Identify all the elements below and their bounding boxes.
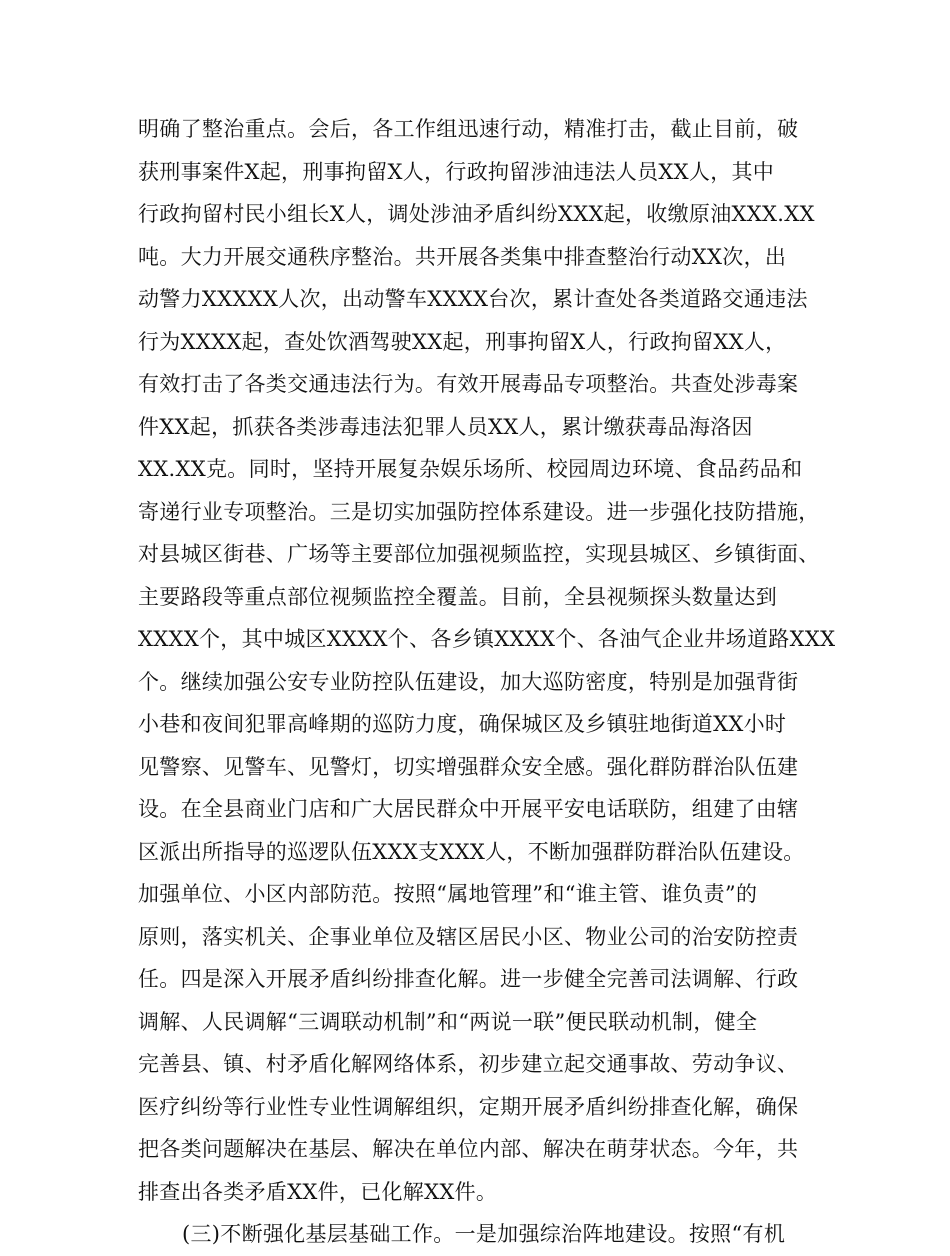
text-line: XXXX个，其中城区XXXX个、各乡镇XXXX个、各油气企业井场道路XXX bbox=[138, 627, 836, 651]
text-line: 吨。大力开展交通秩序整治。共开展各类集中排查整治行动XX次，出 bbox=[138, 244, 787, 269]
text-line: 区派出所指导的巡逻队伍XXX支XXX人，不断加强群防群治队伍建设。 bbox=[138, 839, 805, 864]
text-line: 行政拘留村民小组长X人，调处涉油矛盾纠纷XXX起，收缴原油XXX.XX bbox=[138, 202, 815, 226]
text-line: 小巷和夜间犯罪高峰期的巡防力度，确保城区及乡镇驻地街道XX小时 bbox=[138, 712, 787, 736]
text-line: 完善县、镇、村矛盾化解网络体系，初步建立起交通事故、劳动争议、 bbox=[138, 1052, 799, 1076]
text-line: 行为XXXX起，查处饮酒驾驶XX起，刑事拘留X人，行政拘留XX人， bbox=[138, 329, 787, 354]
text-line: 设。在全县商业门店和广大居民群众中开展平安电话联防，组建了由辖 bbox=[138, 797, 799, 821]
text-line: 有效打击了各类交通违法行为。有效开展毒品专项整治。共查处涉毒案 bbox=[138, 372, 799, 396]
text-line: 医疗纠纷等行业性专业性调解组织，定期开展矛盾纠纷排查化解，确保 bbox=[138, 1094, 799, 1119]
text-line: 把各类问题解决在基层、解决在单位内部、解决在萌芽状态。今年，共 bbox=[138, 1137, 799, 1161]
text-line: 任。四是深入开展矛盾纠纷排查化解。进一步健全完善司法调解、行政 bbox=[138, 967, 799, 991]
text-line: 明确了整治重点。会后，各工作组迅速行动，精准打击，截止目前，破 bbox=[138, 117, 799, 141]
text-line: 见警察、见警车、见警灯，切实增强群众安全感。强化群防群治队伍建 bbox=[138, 754, 799, 779]
text-line: 对县城区街巷、广场等主要部位加强视频监控，实现县城区、乡镇街面、 bbox=[138, 542, 820, 566]
text-line: 获刑事案件X起，刑事拘留X人，行政拘留涉油违法人员XX人，其中 bbox=[138, 159, 775, 184]
text-line: 调解、人民调解“三调联动机制”和“两说一联”便民联动机制，健全 bbox=[138, 1009, 758, 1034]
text-line: 原则，落实机关、企事业单位及辖区居民小区、物业公司的治安防控责 bbox=[138, 924, 799, 949]
text-line: 件XX起，抓获各类涉毒违法犯罪人员XX人，累计缴获毒品海洛因 bbox=[138, 414, 753, 439]
body-text bbox=[138, 108, 836, 1256]
text-line: 加强单位、小区内部防范。按照“属地管理”和“谁主管、谁负责”的 bbox=[138, 882, 758, 906]
text-line: 动警力XXXXX人次，出动警车XXXX台次，累计查处各类道路交通违法 bbox=[138, 287, 808, 311]
text-line: XX.XX克。同时，坚持开展复杂娱乐场所、校园周边环境、食品药品和 bbox=[138, 457, 803, 481]
text-line: 排查出各类矛盾XX件，已化解XX件。 bbox=[138, 1179, 498, 1204]
text-line: 寄递行业专项整治。三是切实加强防控体系建设。进一步强化技防措施， bbox=[138, 499, 820, 524]
text-line: 个。继续加强公安专业防控队伍建设，加大巡防密度，特别是加强背街 bbox=[138, 669, 799, 694]
section-heading-line: (三)不断强化基层基础工作。一是加强综治阵地建设。按照“有机 bbox=[182, 1222, 786, 1246]
text-line: 主要路段等重点部位视频监控全覆盖。目前，全县视频探头数量达到 bbox=[138, 584, 777, 609]
